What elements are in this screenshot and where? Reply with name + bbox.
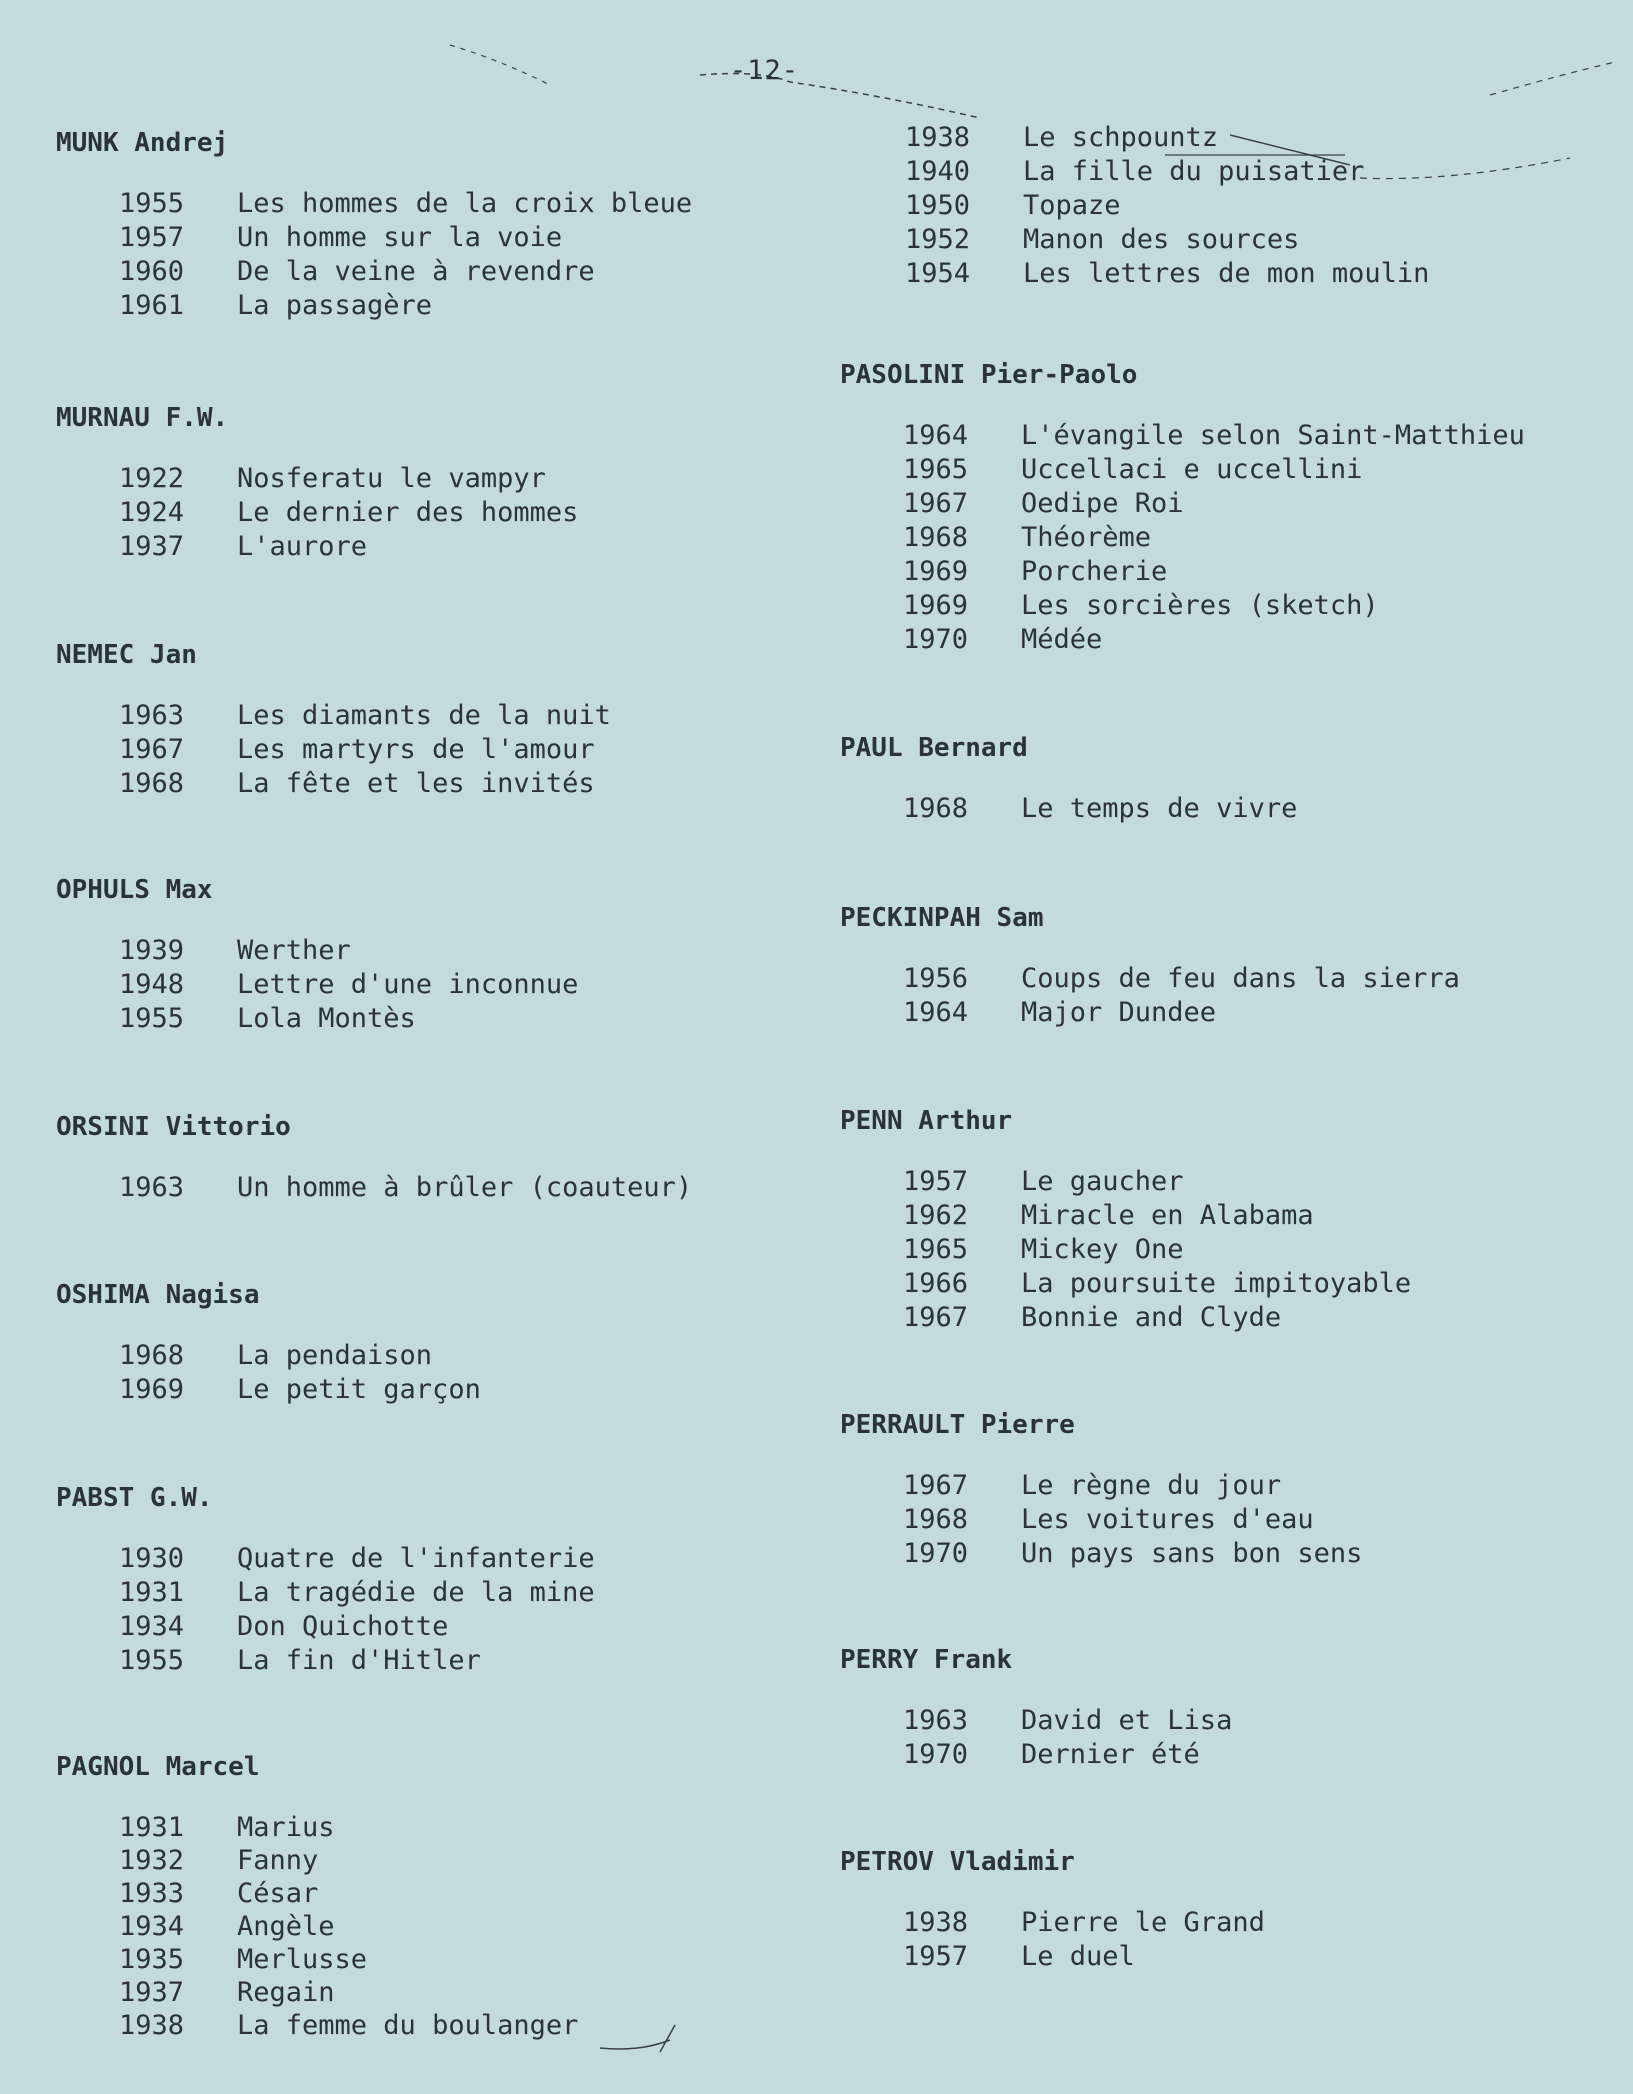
- filmography: [56, 188, 816, 324]
- film-title: Les voitures d'eau: [1021, 1504, 1314, 1535]
- film-year: 1954: [905, 258, 971, 289]
- film-year: 1957: [119, 222, 185, 253]
- film-year: 1969: [903, 556, 969, 587]
- film-title: Le schpountz: [1023, 122, 1219, 153]
- film-year: 1970: [903, 624, 969, 655]
- film-row: [119, 222, 816, 256]
- film-row: [119, 1911, 816, 1944]
- film-year: 1952: [905, 224, 971, 255]
- film-row: [119, 531, 816, 565]
- director-name: ORSINI Vittorio: [56, 1112, 291, 1142]
- film-title: Porcherie: [1021, 556, 1168, 587]
- film-title: Oedipe Roi: [1021, 488, 1184, 519]
- filmography: [56, 935, 816, 1037]
- film-title: Angèle: [237, 1911, 335, 1942]
- film-title: Lola Montès: [237, 1003, 416, 1034]
- film-row: [903, 1268, 1600, 1302]
- director-entry-perrault: [840, 1410, 1600, 1572]
- film-title: La femme du boulanger: [237, 2010, 579, 2041]
- film-title: Nosferatu le vampyr: [237, 463, 546, 494]
- film-year: 1968: [119, 768, 185, 799]
- film-year: 1934: [119, 1911, 185, 1942]
- film-row: [119, 1845, 816, 1878]
- film-title: Les hommes de la croix bleue: [237, 188, 693, 219]
- film-row: [119, 1977, 816, 2010]
- director-name: NEMEC Jan: [56, 640, 197, 670]
- film-row: [903, 1504, 1600, 1538]
- filmography: [56, 1543, 816, 1679]
- film-row: [905, 190, 1600, 224]
- director-name: PERRAULT Pierre: [840, 1410, 1075, 1440]
- film-year: 1970: [903, 1739, 969, 1770]
- filmography: [840, 420, 1600, 658]
- film-year: 1924: [119, 497, 185, 528]
- film-title: Les martyrs de l'amour: [237, 734, 595, 765]
- film-row: [119, 935, 816, 969]
- film-row: [119, 734, 816, 768]
- film-title: Fanny: [237, 1845, 319, 1876]
- film-row: [119, 1003, 816, 1037]
- film-title: Le gaucher: [1021, 1166, 1184, 1197]
- director-entry-oshima: [56, 1280, 816, 1408]
- film-year: 1967: [903, 488, 969, 519]
- filmography: [840, 1705, 1600, 1773]
- film-title: Un pays sans bon sens: [1021, 1538, 1363, 1569]
- film-row: [119, 1944, 816, 1977]
- film-title: La pendaison: [237, 1340, 433, 1371]
- filmography: [56, 463, 816, 565]
- film-row: [903, 1302, 1600, 1336]
- film-year: 1965: [903, 454, 969, 485]
- director-name: MUNK Andrej: [56, 128, 229, 158]
- film-year: 1955: [119, 1645, 185, 1676]
- film-title: Lettre d'une inconnue: [237, 969, 579, 1000]
- director-entry-orsini: [56, 1112, 816, 1206]
- film-row: [119, 188, 816, 222]
- film-year: 1935: [119, 1944, 185, 1975]
- film-year: 1932: [119, 1845, 185, 1876]
- film-year: 1964: [903, 997, 969, 1028]
- film-year: 1931: [119, 1812, 185, 1843]
- film-title: Manon des sources: [1023, 224, 1300, 255]
- film-row: [119, 1577, 816, 1611]
- film-title: Les lettres de mon moulin: [1023, 258, 1430, 289]
- director-name: PERRY Frank: [840, 1645, 1013, 1675]
- film-row: [903, 488, 1600, 522]
- film-year: 1968: [903, 793, 969, 824]
- film-title: La fête et les invités: [237, 768, 595, 799]
- film-year: 1963: [903, 1705, 969, 1736]
- film-row: [903, 1166, 1600, 1200]
- director-name: PABST G.W.: [56, 1483, 213, 1513]
- film-row: [119, 497, 816, 531]
- film-title: Quatre de l'infanterie: [237, 1543, 595, 1574]
- film-row: [905, 122, 1600, 156]
- film-row: [903, 590, 1600, 624]
- film-row: [903, 793, 1600, 827]
- film-year: 1948: [119, 969, 185, 1000]
- film-title: Merlusse: [237, 1944, 368, 1975]
- film-title: Le règne du jour: [1021, 1470, 1282, 1501]
- film-year: 1930: [119, 1543, 185, 1574]
- film-year: 1922: [119, 463, 185, 494]
- film-title: Marius: [237, 1812, 335, 1843]
- film-year: 1955: [119, 1003, 185, 1034]
- film-year: 1933: [119, 1878, 185, 1909]
- film-year: 1967: [903, 1470, 969, 1501]
- film-title: Le duel: [1021, 1941, 1135, 1972]
- film-year: 1931: [119, 1577, 185, 1608]
- filmography: [56, 1812, 816, 2043]
- film-row: [119, 768, 816, 802]
- film-title: Pierre le Grand: [1021, 1907, 1265, 1938]
- film-row: [119, 1878, 816, 1911]
- film-row: [905, 156, 1600, 190]
- director-entry-munk: [56, 128, 816, 324]
- film-row: [119, 1812, 816, 1845]
- film-title: Les diamants de la nuit: [237, 700, 611, 731]
- film-row: [119, 2010, 816, 2043]
- film-title: Dernier été: [1021, 1739, 1200, 1770]
- film-year: 1960: [119, 256, 185, 287]
- director-name: OSHIMA Nagisa: [56, 1280, 260, 1310]
- director-entry-nemec: [56, 640, 816, 802]
- film-title: Mickey One: [1021, 1234, 1184, 1265]
- director-entry-perry: [840, 1645, 1600, 1773]
- film-title: Regain: [237, 1977, 335, 2008]
- film-row: [905, 224, 1600, 258]
- film-year: 1965: [903, 1234, 969, 1265]
- film-year: 1938: [905, 122, 971, 153]
- film-row: [903, 556, 1600, 590]
- film-row: [119, 700, 816, 734]
- film-year: 1938: [119, 2010, 185, 2041]
- film-row: [119, 290, 816, 324]
- film-row: [119, 1645, 816, 1679]
- film-year: 1963: [119, 1172, 185, 1203]
- film-row: [119, 256, 816, 290]
- film-row: [903, 1705, 1600, 1739]
- filmography: [840, 122, 1600, 292]
- film-row: [119, 1543, 816, 1577]
- director-entry-murnau: [56, 403, 816, 565]
- film-year: 1968: [903, 522, 969, 553]
- filmography: [840, 1166, 1600, 1336]
- film-title: De la veine à revendre: [237, 256, 595, 287]
- film-year: 1969: [903, 590, 969, 621]
- director-entry-pasolini: [840, 360, 1600, 658]
- film-year: 1967: [119, 734, 185, 765]
- film-year: 1957: [903, 1941, 969, 1972]
- film-year: 1950: [905, 190, 971, 221]
- film-year: 1970: [903, 1538, 969, 1569]
- film-row: [903, 1470, 1600, 1504]
- film-row: [119, 463, 816, 497]
- director-entry-pagnol: [56, 1752, 816, 2043]
- filmography: [840, 793, 1600, 827]
- film-year: 1934: [119, 1611, 185, 1642]
- director-entry-pabst: [56, 1483, 816, 1679]
- film-title: David et Lisa: [1021, 1705, 1233, 1736]
- film-title: Don Quichotte: [237, 1611, 449, 1642]
- film-year: 1962: [903, 1200, 969, 1231]
- filmography: [56, 1172, 816, 1206]
- film-year: 1963: [119, 700, 185, 731]
- director-name: PAGNOL Marcel: [56, 1752, 260, 1782]
- film-title: Werther: [237, 935, 351, 966]
- film-title: Miracle en Alabama: [1021, 1200, 1314, 1231]
- film-row: [903, 963, 1600, 997]
- film-row: [119, 1340, 816, 1374]
- film-title: Coups de feu dans la sierra: [1021, 963, 1460, 994]
- director-entry-paul: [840, 733, 1600, 827]
- film-row: [119, 1374, 816, 1408]
- film-title: La tragédie de la mine: [237, 1577, 595, 1608]
- director-name: PECKINPAH Sam: [840, 903, 1044, 933]
- film-year: 1969: [119, 1374, 185, 1405]
- film-row: [903, 1234, 1600, 1268]
- film-title: Major Dundee: [1021, 997, 1217, 1028]
- film-year: 1937: [119, 531, 185, 562]
- film-title: Théorème: [1021, 522, 1152, 553]
- film-row: [903, 1538, 1600, 1572]
- film-year: 1938: [903, 1907, 969, 1938]
- director-entry-pagnol-continued: [840, 122, 1600, 292]
- film-year: 1937: [119, 1977, 185, 2008]
- film-year: 1968: [119, 1340, 185, 1371]
- film-title: Bonnie and Clyde: [1021, 1302, 1282, 1333]
- film-year: 1964: [903, 420, 969, 451]
- film-title: Médée: [1021, 624, 1103, 655]
- filmography: [56, 1340, 816, 1408]
- film-year: 1939: [119, 935, 185, 966]
- film-year: 1956: [903, 963, 969, 994]
- director-name: PASOLINI Pier-Paolo: [840, 360, 1138, 390]
- film-title: Un homme sur la voie: [237, 222, 563, 253]
- film-row: [903, 522, 1600, 556]
- film-row: [903, 1907, 1600, 1941]
- film-row: [119, 1611, 816, 1645]
- film-title: L'aurore: [237, 531, 368, 562]
- film-row: [119, 1172, 816, 1206]
- film-title: Le petit garçon: [237, 1374, 481, 1405]
- film-row: [119, 969, 816, 1003]
- film-title: L'évangile selon Saint-Matthieu: [1021, 420, 1525, 451]
- film-year: 1966: [903, 1268, 969, 1299]
- film-row: [903, 454, 1600, 488]
- film-row: [903, 1200, 1600, 1234]
- film-title: La poursuite impitoyable: [1021, 1268, 1412, 1299]
- film-row: [903, 997, 1600, 1031]
- director-name: PAUL Bernard: [840, 733, 1028, 763]
- film-row: [903, 1941, 1600, 1975]
- film-year: 1940: [905, 156, 971, 187]
- film-title: Uccellaci e uccellini: [1021, 454, 1363, 485]
- film-year: 1957: [903, 1166, 969, 1197]
- film-title: Un homme à brûler (coauteur): [237, 1172, 693, 1203]
- filmography: [840, 1470, 1600, 1572]
- film-year: 1955: [119, 188, 185, 219]
- film-year: 1967: [903, 1302, 969, 1333]
- film-title: La fille du puisatier: [1023, 156, 1365, 187]
- film-title: Le temps de vivre: [1021, 793, 1298, 824]
- director-name: OPHULS Max: [56, 875, 213, 905]
- director-entry-peckinpah: [840, 903, 1600, 1031]
- filmography: [840, 963, 1600, 1031]
- film-title: La passagère: [237, 290, 433, 321]
- director-name: PENN Arthur: [840, 1106, 1013, 1136]
- director-name: MURNAU F.W.: [56, 403, 229, 433]
- film-title: La fin d'Hitler: [237, 1645, 481, 1676]
- film-row: [905, 258, 1600, 292]
- director-name: PETROV Vladimir: [840, 1847, 1075, 1877]
- film-year: 1968: [903, 1504, 969, 1535]
- film-row: [903, 420, 1600, 454]
- director-entry-petrov: [840, 1847, 1600, 1975]
- film-row: [903, 1739, 1600, 1773]
- director-entry-penn: [840, 1106, 1600, 1336]
- film-title: Le dernier des hommes: [237, 497, 579, 528]
- director-entry-ophuls: [56, 875, 816, 1037]
- film-row: [903, 624, 1600, 658]
- filmography: [56, 700, 816, 802]
- page-number: -12-: [730, 55, 800, 86]
- film-title: Les sorcières (sketch): [1021, 590, 1379, 621]
- filmography: [840, 1907, 1600, 1975]
- film-year: 1961: [119, 290, 185, 321]
- film-title: Topaze: [1023, 190, 1121, 221]
- film-title: César: [237, 1878, 319, 1909]
